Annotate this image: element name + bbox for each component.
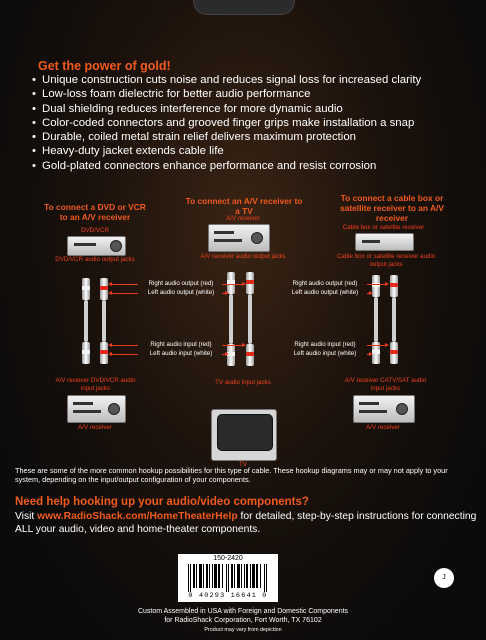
right-diagram-title: To connect a cable box or satellite receiver to an A/V receiver — [340, 193, 444, 223]
left-plug-white-top — [82, 278, 90, 300]
right-cable-white — [374, 297, 378, 342]
center-left-input-label: Left audio input (white) — [149, 350, 213, 357]
right-plug-red-top — [390, 275, 398, 297]
feature-item: • Heavy-duty jacket extends cable life — [32, 144, 421, 158]
dvd-vcr-device — [67, 236, 126, 256]
right-right-input-label: Right audio input (red) — [294, 341, 356, 348]
features-list — [32, 73, 421, 173]
barcode-bars — [188, 564, 268, 592]
circle-badge: J — [434, 568, 454, 588]
center-arrow-right-input — [222, 345, 244, 346]
right-av-receiver-device — [353, 395, 415, 423]
receiver-output-jacks-label: A/V receiver audio output jacks — [200, 253, 286, 260]
tv-device — [211, 409, 277, 461]
center-cable-white — [229, 294, 233, 344]
help-text — [15, 511, 477, 536]
center-left-output-label: Left audio output (white) — [147, 289, 215, 296]
help-description: for detailed, step-by-step instructions for connecting ALL your audio, video and home-theater components. — [15, 511, 477, 535]
right-arrow-right-output — [367, 284, 387, 285]
center-right-output-label: Right audio output (red) — [148, 280, 214, 287]
center-plug-red-bottom — [246, 344, 254, 366]
center-av-receiver-label: A/V receiver — [226, 215, 260, 222]
right-right-output-label: Right audio output (red) — [292, 280, 358, 287]
center-diagram-title: To connect an A/V receiver to a TV — [185, 196, 303, 216]
dvd-vcr-output-jacks-label: DVD/VCR audio output jacks — [55, 256, 135, 263]
features-heading: Get the power of gold! — [38, 59, 171, 73]
left-av-receiver-device — [67, 395, 126, 423]
right-left-input-label: Left audio input (white) — [293, 350, 357, 357]
barcode-digits: 0 40293 16641 0 — [188, 592, 268, 600]
left-arrow-left-output — [110, 293, 138, 294]
right-av-receiver-label: A/V receiver — [366, 424, 400, 431]
footer-line-1: Custom Assembled in USA with Foreign and Domestic Components — [137, 608, 349, 615]
feature-item: • Gold-plated connectors enhance performance and resist corrosion — [32, 159, 421, 173]
feature-item: • Durable, coiled metal strain relief delivers maximum protection — [32, 130, 421, 144]
feature-item: • Low-loss foam dielectric for better audio performance — [32, 87, 421, 101]
left-arrow-right-output — [110, 284, 138, 285]
feature-item: • Dual shielding reduces interference for more dynamic audio — [32, 102, 421, 116]
left-cable-white — [84, 300, 88, 342]
help-url-link[interactable]: www.RadioShack.com/HomeTheaterHelp — [37, 511, 238, 522]
center-arrow-left-input — [222, 354, 227, 355]
center-av-receiver-device — [208, 224, 270, 252]
receiver-catv-input-jacks-label: A/V receiver CATV/SAT audio input jacks — [344, 377, 427, 392]
left-plug-white-bottom — [82, 342, 90, 364]
feature-item: • Unique construction cuts noise and reduces signal loss for increased clarity — [32, 73, 421, 87]
cable-box-output-jacks-label: Cable box or satellite receiver audio output jacks — [336, 253, 436, 268]
footer-line-2: for RadioShack Corporation, Fort Worth, TX 76102 — [164, 616, 322, 624]
help-heading: Need help hooking up your audio/video components? — [15, 496, 309, 508]
right-plug-red-bottom — [390, 342, 398, 364]
right-cable-red — [392, 297, 396, 342]
center-cable-red — [248, 294, 252, 344]
footer — [0, 608, 486, 634]
left-diagram-title: To connect a DVD or VCR to an A/V receiver — [44, 202, 146, 222]
center-arrow-right-output — [222, 284, 244, 285]
sku-number: 150-2420 — [213, 555, 243, 562]
center-arrow-left-output — [222, 293, 227, 294]
help-visit: Visit — [15, 511, 35, 522]
right-arrow-right-input — [367, 345, 387, 346]
center-right-input-label: Right audio input (red) — [150, 341, 212, 348]
tv-label: TV — [239, 461, 247, 468]
right-left-output-label: Left audio output (white) — [291, 289, 359, 296]
hang-tab — [193, 0, 295, 15]
cable-box-device — [355, 233, 414, 251]
left-arrow-left-input — [110, 354, 138, 355]
cable-box-label: Cable box or satellite receiver — [342, 224, 425, 231]
left-av-receiver-label: A/V receiver — [78, 424, 112, 431]
tv-input-jacks-label: TV audio input jacks — [215, 379, 271, 386]
upc-barcode — [178, 554, 278, 602]
hookup-disclaimer: These are some of the more common hookup possibilities for this type of cable. These hookup diagrams may or may not apply to your system, depending on the input/output configuration of your components. — [15, 466, 448, 485]
right-arrow-left-output — [367, 293, 371, 294]
left-cable-red — [102, 300, 106, 342]
dvd-vcr-label: DVD/VCR — [81, 227, 109, 234]
feature-item: • Color-coded connectors and grooved finger grips make installation a snap — [32, 116, 421, 130]
receiver-dvd-input-jacks-label: A/V receiver DVD/VCR audio input jacks — [55, 377, 136, 392]
left-arrow-right-input — [110, 345, 138, 346]
footer-line-3: Product may vary from depiction — [204, 626, 282, 633]
right-arrow-left-input — [367, 354, 371, 355]
